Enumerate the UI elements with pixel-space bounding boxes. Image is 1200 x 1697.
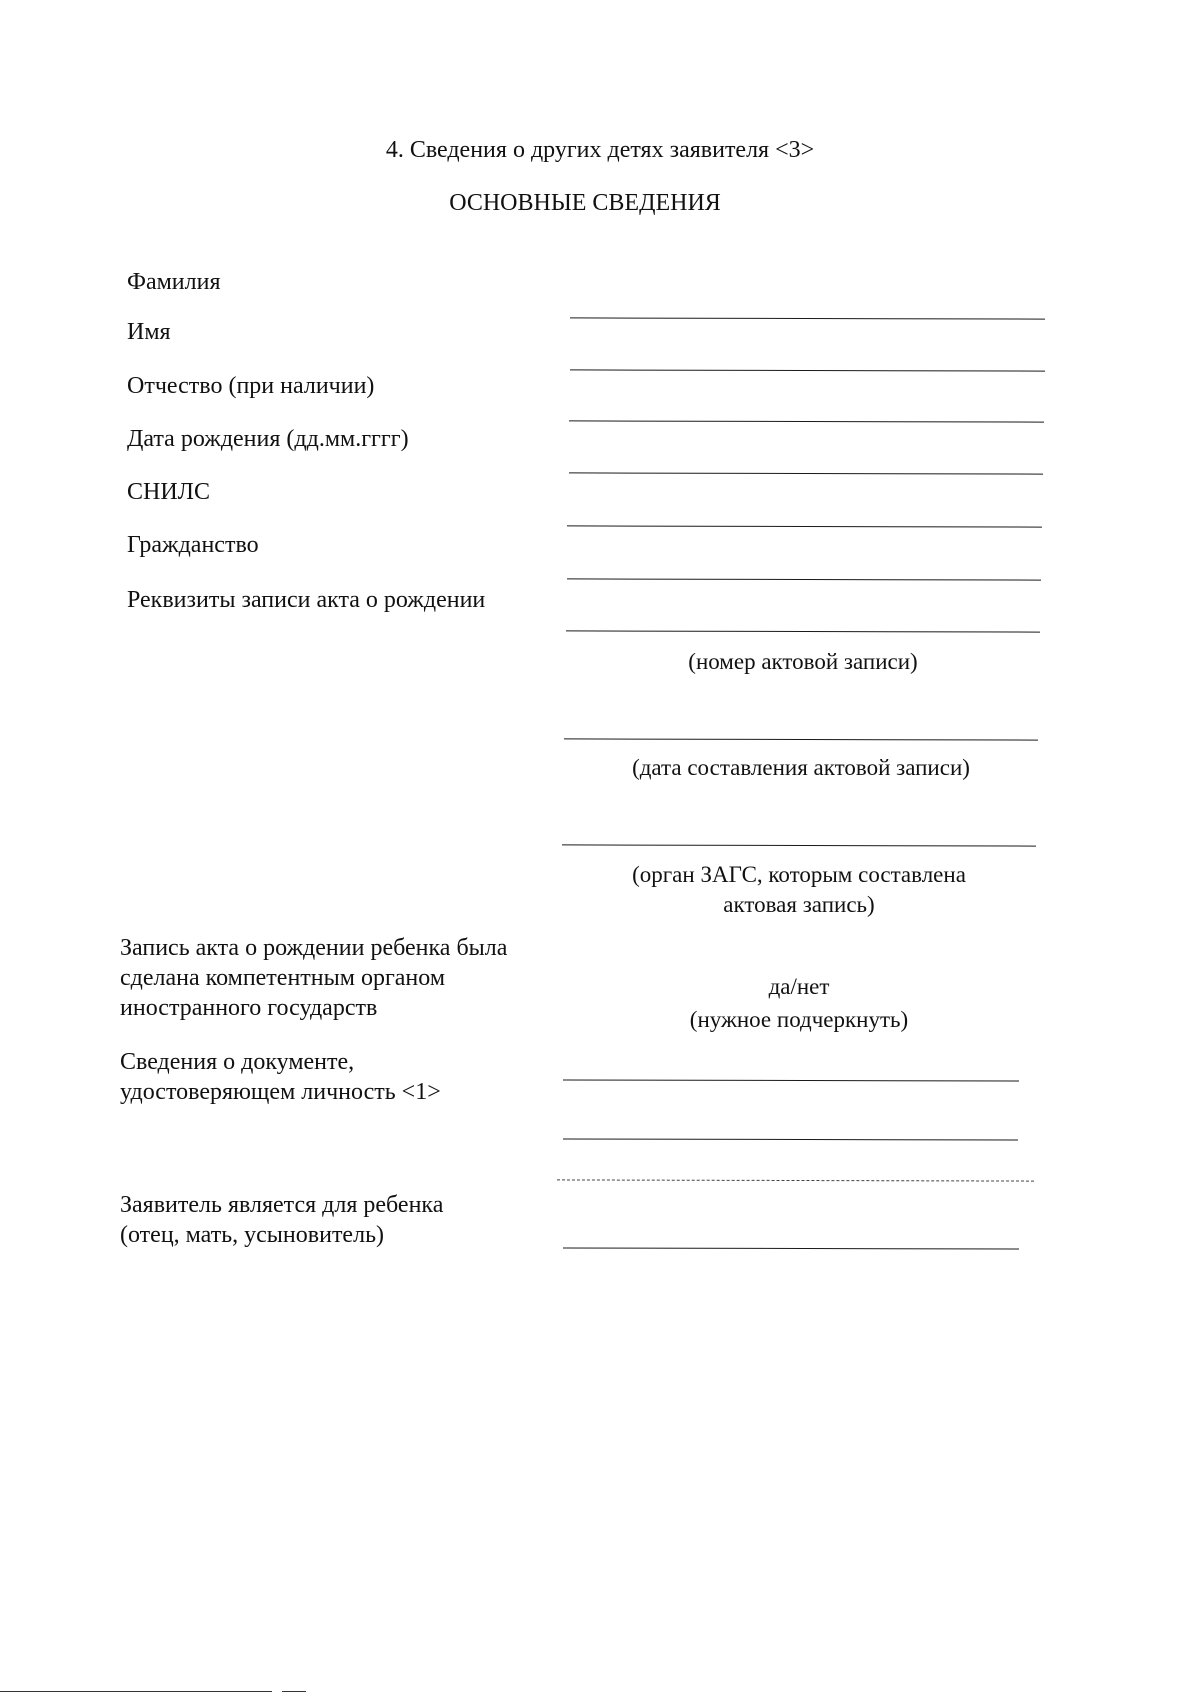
section-title: 4. Сведения о других детях заявителя <3> <box>385 137 815 163</box>
yes-no-option[interactable]: да/нет <box>768 974 830 999</box>
id-document-line-3[interactable] <box>557 1179 1034 1181</box>
foreign-record-label: Запись акта о рождении ребенка была сделана компетентным органом иностранного государств <box>120 935 508 1021</box>
surname-label: Фамилия <box>127 269 221 295</box>
id-document-line-1[interactable] <box>563 1079 1019 1081</box>
citizenship-label: Гражданство <box>127 532 259 558</box>
birth-date-line[interactable] <box>569 472 1043 474</box>
patronymic-label: Отчество (при наличии) <box>127 373 375 399</box>
id-document-line-2[interactable] <box>563 1138 1018 1140</box>
registry-office-caption: (орган ЗАГС, которым составлена актовая запись) <box>632 862 966 917</box>
birth-record-label: Реквизиты записи акта о рождении <box>127 587 486 613</box>
footnote-separator-tail <box>282 1691 306 1692</box>
surname-line[interactable] <box>570 317 1045 319</box>
record-date-caption: (дата составления актовой записи) <box>632 755 970 780</box>
record-date-line[interactable] <box>564 738 1038 740</box>
footnote-separator <box>0 1691 272 1692</box>
registry-office-line[interactable] <box>562 844 1036 846</box>
underline-needed-caption: (нужное подчеркнуть) <box>689 1007 909 1032</box>
snils-line[interactable] <box>567 525 1042 527</box>
name-label: Имя <box>127 319 171 345</box>
name-line[interactable] <box>570 369 1045 371</box>
applicant-role-line[interactable] <box>563 1247 1019 1249</box>
applicant-role-label: Заявитель является для ребенка (отец, мать, усыновитель) <box>120 1192 444 1248</box>
citizenship-line[interactable] <box>567 578 1041 580</box>
snils-label: СНИЛС <box>127 479 210 505</box>
record-number-caption: (номер актовой записи) <box>688 649 918 674</box>
page-subtitle: ОСНОВНЫЕ СВЕДЕНИЯ <box>449 190 721 216</box>
record-number-line[interactable] <box>566 630 1040 632</box>
birth-date-label: Дата рождения (дд.мм.гггг) <box>127 426 409 452</box>
patronymic-line[interactable] <box>569 420 1044 422</box>
id-document-label: Сведения о документе, удостоверяющем личность <1> <box>120 1049 441 1105</box>
